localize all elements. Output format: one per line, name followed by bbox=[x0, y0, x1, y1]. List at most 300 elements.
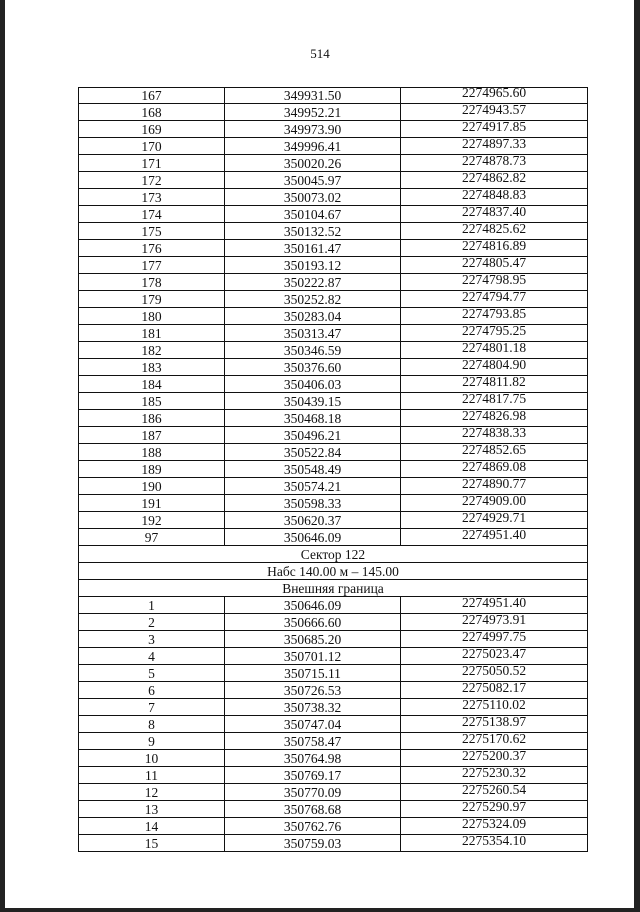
y-coordinate: 2275354.10 bbox=[461, 833, 527, 848]
top-table-row bbox=[79, 512, 588, 529]
y-coordinate: 2274997.75 bbox=[461, 629, 527, 644]
x-coordinate: 350073.02 bbox=[283, 190, 342, 205]
top-table-row bbox=[79, 189, 588, 206]
x-coordinate-cell bbox=[225, 716, 401, 733]
point-number: 179 bbox=[141, 292, 162, 307]
y-coordinate-cell bbox=[401, 699, 588, 716]
y-coordinate: 2274929.71 bbox=[461, 510, 527, 525]
point-number-cell bbox=[79, 206, 225, 223]
top-table-row bbox=[79, 342, 588, 359]
bottom-table-row bbox=[79, 801, 588, 818]
point-number: 12 bbox=[144, 785, 159, 800]
point-number: 190 bbox=[141, 479, 162, 494]
x-coordinate-cell bbox=[225, 614, 401, 631]
y-coordinate-cell bbox=[401, 682, 588, 699]
x-coordinate: 350598.33 bbox=[283, 496, 342, 511]
y-coordinate-cell bbox=[401, 257, 588, 274]
top-table-row bbox=[79, 172, 588, 189]
y-coordinate: 2275324.09 bbox=[461, 816, 527, 831]
point-number-cell bbox=[79, 308, 225, 325]
y-coordinate: 2274965.60 bbox=[461, 85, 527, 100]
top-table-row bbox=[79, 240, 588, 257]
point-number: 177 bbox=[141, 258, 162, 273]
point-number: 181 bbox=[141, 326, 162, 341]
y-coordinate: 2275170.62 bbox=[461, 731, 527, 746]
x-coordinate-cell bbox=[225, 291, 401, 308]
y-coordinate-cell bbox=[401, 172, 588, 189]
top-table-row bbox=[79, 444, 588, 461]
bottom-table-row bbox=[79, 750, 588, 767]
x-coordinate: 350738.32 bbox=[283, 700, 342, 715]
y-coordinate: 2274837.40 bbox=[461, 204, 527, 219]
point-number: 15 bbox=[144, 836, 159, 851]
point-number: 4 bbox=[148, 649, 155, 664]
point-number: 186 bbox=[141, 411, 162, 426]
y-coordinate-cell bbox=[401, 342, 588, 359]
top-table-row bbox=[79, 206, 588, 223]
x-coordinate: 349952.21 bbox=[283, 105, 342, 120]
point-number-cell bbox=[79, 478, 225, 495]
point-number-cell bbox=[79, 818, 225, 835]
point-number-cell bbox=[79, 223, 225, 240]
point-number: 2 bbox=[148, 615, 155, 630]
y-coordinate-cell bbox=[401, 138, 588, 155]
point-number-cell bbox=[79, 699, 225, 716]
x-coordinate-cell bbox=[225, 427, 401, 444]
point-number-cell bbox=[79, 104, 225, 121]
point-number-cell bbox=[79, 767, 225, 784]
point-number-cell bbox=[79, 359, 225, 376]
point-number-cell bbox=[79, 121, 225, 138]
y-coordinate-cell bbox=[401, 716, 588, 733]
x-coordinate-cell bbox=[225, 801, 401, 818]
point-number: 169 bbox=[141, 122, 162, 137]
y-coordinate: 2275260.54 bbox=[461, 782, 527, 797]
x-coordinate-cell bbox=[225, 88, 401, 104]
boundary-label-row bbox=[79, 580, 588, 597]
x-coordinate-cell bbox=[225, 240, 401, 257]
y-coordinate: 2274826.98 bbox=[461, 408, 527, 423]
x-coordinate: 350283.04 bbox=[283, 309, 342, 324]
point-number: 191 bbox=[141, 496, 162, 511]
top-table-row bbox=[79, 359, 588, 376]
coordinates-table-body bbox=[79, 85, 588, 852]
y-coordinate: 2274890.77 bbox=[461, 476, 527, 491]
point-number-cell bbox=[79, 648, 225, 665]
y-coordinate: 2275200.37 bbox=[461, 748, 527, 763]
y-coordinate-cell bbox=[401, 665, 588, 682]
point-number: 7 bbox=[148, 700, 155, 715]
x-coordinate: 350759.03 bbox=[283, 836, 342, 851]
x-coordinate: 350769.17 bbox=[283, 768, 342, 783]
x-coordinate-cell bbox=[225, 206, 401, 223]
y-coordinate: 2274869.08 bbox=[461, 459, 527, 474]
bottom-table-row bbox=[79, 597, 588, 614]
point-number: 1 bbox=[148, 598, 155, 613]
bottom-table-row bbox=[79, 716, 588, 733]
x-coordinate-cell bbox=[225, 529, 401, 546]
point-number: 188 bbox=[141, 445, 162, 460]
x-coordinate: 350222.87 bbox=[283, 275, 342, 290]
y-coordinate: 2275050.52 bbox=[461, 663, 527, 678]
scan-border-left bbox=[0, 0, 5, 912]
scan-border-bottom bbox=[0, 908, 640, 912]
x-coordinate-cell bbox=[225, 359, 401, 376]
point-number-cell bbox=[79, 784, 225, 801]
y-coordinate: 2274801.18 bbox=[461, 340, 527, 355]
point-number: 9 bbox=[148, 734, 155, 749]
x-coordinate-cell bbox=[225, 733, 401, 750]
y-coordinate-cell bbox=[401, 835, 588, 852]
x-coordinate-cell bbox=[225, 104, 401, 121]
x-coordinate-cell bbox=[225, 325, 401, 342]
x-coordinate: 350620.37 bbox=[283, 513, 342, 528]
x-coordinate: 350715.11 bbox=[284, 666, 341, 681]
bottom-table-row bbox=[79, 767, 588, 784]
x-coordinate: 350020.26 bbox=[283, 156, 342, 171]
point-number-cell bbox=[79, 376, 225, 393]
x-coordinate-cell bbox=[225, 512, 401, 529]
y-coordinate-cell bbox=[401, 274, 588, 291]
point-number-cell bbox=[79, 172, 225, 189]
y-coordinate-cell bbox=[401, 155, 588, 172]
sector-title: Сектор 122 bbox=[79, 546, 588, 563]
point-number: 182 bbox=[141, 343, 162, 358]
y-coordinate: 2274943.57 bbox=[461, 102, 527, 117]
top-table-row bbox=[79, 274, 588, 291]
point-number: 10 bbox=[144, 751, 159, 766]
bottom-table-row bbox=[79, 682, 588, 699]
x-coordinate: 350132.52 bbox=[283, 224, 342, 239]
point-number: 175 bbox=[141, 224, 162, 239]
point-number: 174 bbox=[141, 207, 162, 222]
x-coordinate: 350104.67 bbox=[283, 207, 342, 222]
bottom-table-row bbox=[79, 614, 588, 631]
x-coordinate-cell bbox=[225, 223, 401, 240]
y-coordinate: 2275110.02 bbox=[462, 697, 526, 712]
y-coordinate-cell bbox=[401, 495, 588, 512]
x-coordinate: 350666.60 bbox=[283, 615, 342, 630]
y-coordinate: 2274848.83 bbox=[461, 187, 527, 202]
point-number: 167 bbox=[141, 88, 162, 103]
top-table-row bbox=[79, 138, 588, 155]
y-coordinate-cell bbox=[401, 308, 588, 325]
y-coordinate: 2274862.82 bbox=[461, 170, 527, 185]
boundary-label: Внешняя граница bbox=[79, 580, 588, 597]
x-coordinate: 350161.47 bbox=[283, 241, 342, 256]
point-number-cell bbox=[79, 189, 225, 206]
y-coordinate: 2274878.73 bbox=[461, 153, 527, 168]
point-number-cell bbox=[79, 716, 225, 733]
y-coordinate: 2274917.85 bbox=[461, 119, 527, 134]
point-number-cell bbox=[79, 495, 225, 512]
y-coordinate-cell bbox=[401, 818, 588, 835]
x-coordinate-cell bbox=[225, 274, 401, 291]
point-number: 178 bbox=[141, 275, 162, 290]
point-number: 13 bbox=[144, 802, 159, 817]
x-coordinate: 350747.04 bbox=[283, 717, 342, 732]
point-number: 176 bbox=[141, 241, 162, 256]
point-number: 8 bbox=[148, 717, 155, 732]
x-coordinate: 350758.47 bbox=[283, 734, 342, 749]
x-coordinate: 349996.41 bbox=[283, 139, 342, 154]
x-coordinate-cell bbox=[225, 410, 401, 427]
sector-height-row bbox=[79, 563, 588, 580]
top-table-row bbox=[79, 410, 588, 427]
y-coordinate-cell bbox=[401, 512, 588, 529]
y-coordinate-cell bbox=[401, 291, 588, 308]
x-coordinate-cell bbox=[225, 393, 401, 410]
x-coordinate-cell bbox=[225, 699, 401, 716]
x-coordinate-cell bbox=[225, 308, 401, 325]
point-number-cell bbox=[79, 835, 225, 852]
y-coordinate-cell bbox=[401, 597, 588, 614]
point-number: 97 bbox=[144, 530, 159, 545]
y-coordinate: 2274951.40 bbox=[461, 527, 527, 542]
point-number-cell bbox=[79, 665, 225, 682]
y-coordinate: 2274805.47 bbox=[461, 255, 527, 270]
coordinates-table bbox=[78, 87, 588, 852]
point-number: 183 bbox=[141, 360, 162, 375]
bottom-table-row bbox=[79, 665, 588, 682]
y-coordinate: 2274825.62 bbox=[461, 221, 527, 236]
y-coordinate: 2274909.00 bbox=[461, 493, 527, 508]
y-coordinate-cell bbox=[401, 801, 588, 818]
point-number: 180 bbox=[141, 309, 162, 324]
x-coordinate-cell bbox=[225, 631, 401, 648]
y-coordinate-cell bbox=[401, 648, 588, 665]
point-number-cell bbox=[79, 410, 225, 427]
bottom-table-row bbox=[79, 699, 588, 716]
top-table-row bbox=[79, 104, 588, 121]
x-coordinate-cell bbox=[225, 784, 401, 801]
top-table-row bbox=[79, 478, 588, 495]
x-coordinate: 350468.18 bbox=[283, 411, 342, 426]
point-number: 192 bbox=[141, 513, 162, 528]
top-table-row bbox=[79, 308, 588, 325]
top-table-row bbox=[79, 376, 588, 393]
x-coordinate-cell bbox=[225, 767, 401, 784]
y-coordinate-cell bbox=[401, 461, 588, 478]
y-coordinate: 2274973.91 bbox=[461, 612, 527, 627]
point-number-cell bbox=[79, 88, 225, 104]
page-number: 514 bbox=[310, 46, 330, 61]
y-coordinate-cell bbox=[401, 189, 588, 206]
y-coordinate: 2275023.47 bbox=[461, 646, 527, 661]
y-coordinate: 2274951.40 bbox=[461, 595, 527, 610]
x-coordinate-cell bbox=[225, 665, 401, 682]
y-coordinate-cell bbox=[401, 410, 588, 427]
y-coordinate: 2275230.32 bbox=[461, 765, 527, 780]
top-table-row bbox=[79, 121, 588, 138]
y-coordinate: 2274817.75 bbox=[461, 391, 527, 406]
x-coordinate: 350045.97 bbox=[283, 173, 342, 188]
bottom-table-row bbox=[79, 631, 588, 648]
x-coordinate: 350496.21 bbox=[283, 428, 342, 443]
point-number-cell bbox=[79, 614, 225, 631]
x-coordinate-cell bbox=[225, 682, 401, 699]
y-coordinate-cell bbox=[401, 325, 588, 342]
bottom-table-row bbox=[79, 733, 588, 750]
x-coordinate: 350548.49 bbox=[283, 462, 342, 477]
point-number: 172 bbox=[141, 173, 162, 188]
x-coordinate: 350768.68 bbox=[283, 802, 342, 817]
y-coordinate-cell bbox=[401, 223, 588, 240]
x-coordinate-cell bbox=[225, 189, 401, 206]
y-coordinate-cell bbox=[401, 784, 588, 801]
y-coordinate: 2274804.90 bbox=[461, 357, 527, 372]
point-number-cell bbox=[79, 257, 225, 274]
x-coordinate: 350313.47 bbox=[283, 326, 342, 341]
top-table-row bbox=[79, 325, 588, 342]
x-coordinate: 350646.09 bbox=[283, 530, 342, 545]
y-coordinate: 2274795.25 bbox=[461, 323, 527, 338]
y-coordinate: 2274816.89 bbox=[461, 238, 527, 253]
point-number-cell bbox=[79, 682, 225, 699]
point-number-cell bbox=[79, 393, 225, 410]
point-number: 185 bbox=[141, 394, 162, 409]
point-number: 3 bbox=[148, 632, 155, 647]
y-coordinate: 2274793.85 bbox=[461, 306, 527, 321]
point-number-cell bbox=[79, 444, 225, 461]
point-number-cell bbox=[79, 529, 225, 546]
y-coordinate-cell bbox=[401, 359, 588, 376]
x-coordinate: 350252.82 bbox=[283, 292, 342, 307]
point-number-cell bbox=[79, 155, 225, 172]
x-coordinate-cell bbox=[225, 750, 401, 767]
point-number-cell bbox=[79, 597, 225, 614]
x-coordinate: 350685.20 bbox=[283, 632, 342, 647]
top-table-row bbox=[79, 257, 588, 274]
point-number: 187 bbox=[141, 428, 162, 443]
x-coordinate: 350764.98 bbox=[283, 751, 342, 766]
x-coordinate: 349973.90 bbox=[283, 122, 342, 137]
y-coordinate-cell bbox=[401, 427, 588, 444]
sector-title-row bbox=[79, 546, 588, 563]
y-coordinate: 2275138.97 bbox=[461, 714, 527, 729]
point-number: 189 bbox=[141, 462, 162, 477]
x-coordinate-cell bbox=[225, 257, 401, 274]
point-number: 5 bbox=[148, 666, 155, 681]
x-coordinate: 349931.50 bbox=[283, 88, 342, 103]
top-table-row bbox=[79, 223, 588, 240]
scan-border-right bbox=[634, 0, 640, 912]
x-coordinate-cell bbox=[225, 818, 401, 835]
x-coordinate-cell bbox=[225, 376, 401, 393]
point-number: 11 bbox=[145, 768, 158, 783]
point-number-cell bbox=[79, 461, 225, 478]
point-number-cell bbox=[79, 291, 225, 308]
y-coordinate-cell bbox=[401, 104, 588, 121]
x-coordinate-cell bbox=[225, 648, 401, 665]
bottom-table-row bbox=[79, 818, 588, 835]
point-number-cell bbox=[79, 240, 225, 257]
x-coordinate-cell bbox=[225, 597, 401, 614]
point-number-cell bbox=[79, 631, 225, 648]
top-table-row bbox=[79, 291, 588, 308]
point-number-cell bbox=[79, 138, 225, 155]
point-number-cell bbox=[79, 801, 225, 818]
y-coordinate: 2275290.97 bbox=[461, 799, 527, 814]
y-coordinate-cell bbox=[401, 767, 588, 784]
point-number: 168 bbox=[141, 105, 162, 120]
y-coordinate: 2274897.33 bbox=[461, 136, 527, 151]
point-number: 171 bbox=[141, 156, 162, 171]
point-number-cell bbox=[79, 342, 225, 359]
y-coordinate-cell bbox=[401, 529, 588, 546]
y-coordinate-cell bbox=[401, 614, 588, 631]
sector-height: Набс 140.00 м – 145.00 bbox=[79, 563, 588, 580]
bottom-table-row bbox=[79, 784, 588, 801]
x-coordinate: 350376.60 bbox=[283, 360, 342, 375]
y-coordinate-cell bbox=[401, 631, 588, 648]
bottom-table-row bbox=[79, 648, 588, 665]
x-coordinate: 350762.76 bbox=[283, 819, 342, 834]
x-coordinate: 350522.84 bbox=[283, 445, 342, 460]
point-number: 170 bbox=[141, 139, 162, 154]
x-coordinate-cell bbox=[225, 155, 401, 172]
top-table-row bbox=[79, 427, 588, 444]
y-coordinate-cell bbox=[401, 393, 588, 410]
y-coordinate-cell bbox=[401, 444, 588, 461]
point-number: 184 bbox=[141, 377, 162, 392]
point-number-cell bbox=[79, 512, 225, 529]
top-table-row bbox=[79, 461, 588, 478]
x-coordinate-cell bbox=[225, 461, 401, 478]
x-coordinate: 350701.12 bbox=[283, 649, 342, 664]
y-coordinate-cell bbox=[401, 206, 588, 223]
top-table-row bbox=[79, 393, 588, 410]
x-coordinate-cell bbox=[225, 172, 401, 189]
y-coordinate: 2274838.33 bbox=[461, 425, 527, 440]
point-number-cell bbox=[79, 427, 225, 444]
y-coordinate-cell bbox=[401, 750, 588, 767]
y-coordinate-cell bbox=[401, 478, 588, 495]
x-coordinate-cell bbox=[225, 121, 401, 138]
top-table-row bbox=[79, 155, 588, 172]
x-coordinate: 350406.03 bbox=[283, 377, 342, 392]
x-coordinate-cell bbox=[225, 342, 401, 359]
y-coordinate-cell bbox=[401, 240, 588, 257]
y-coordinate: 2275082.17 bbox=[461, 680, 527, 695]
y-coordinate-cell bbox=[401, 376, 588, 393]
point-number: 173 bbox=[141, 190, 162, 205]
point-number-cell bbox=[79, 733, 225, 750]
x-coordinate: 350646.09 bbox=[283, 598, 342, 613]
x-coordinate: 350193.12 bbox=[283, 258, 342, 273]
top-table-row bbox=[79, 495, 588, 512]
point-number-cell bbox=[79, 274, 225, 291]
point-number: 6 bbox=[148, 683, 155, 698]
y-coordinate-cell bbox=[401, 733, 588, 750]
x-coordinate: 350770.09 bbox=[283, 785, 342, 800]
x-coordinate-cell bbox=[225, 495, 401, 512]
y-coordinate: 2274794.77 bbox=[461, 289, 527, 304]
y-coordinate: 2274852.65 bbox=[461, 442, 527, 457]
x-coordinate-cell bbox=[225, 835, 401, 852]
x-coordinate-cell bbox=[225, 444, 401, 461]
top-table-row bbox=[79, 529, 588, 546]
y-coordinate-cell bbox=[401, 121, 588, 138]
x-coordinate: 350726.53 bbox=[283, 683, 342, 698]
x-coordinate-cell bbox=[225, 138, 401, 155]
x-coordinate: 350574.21 bbox=[283, 479, 342, 494]
y-coordinate: 2274798.95 bbox=[461, 272, 527, 287]
y-coordinate: 2274811.82 bbox=[462, 374, 526, 389]
x-coordinate: 350439.15 bbox=[283, 394, 342, 409]
x-coordinate-cell bbox=[225, 478, 401, 495]
point-number-cell bbox=[79, 750, 225, 767]
